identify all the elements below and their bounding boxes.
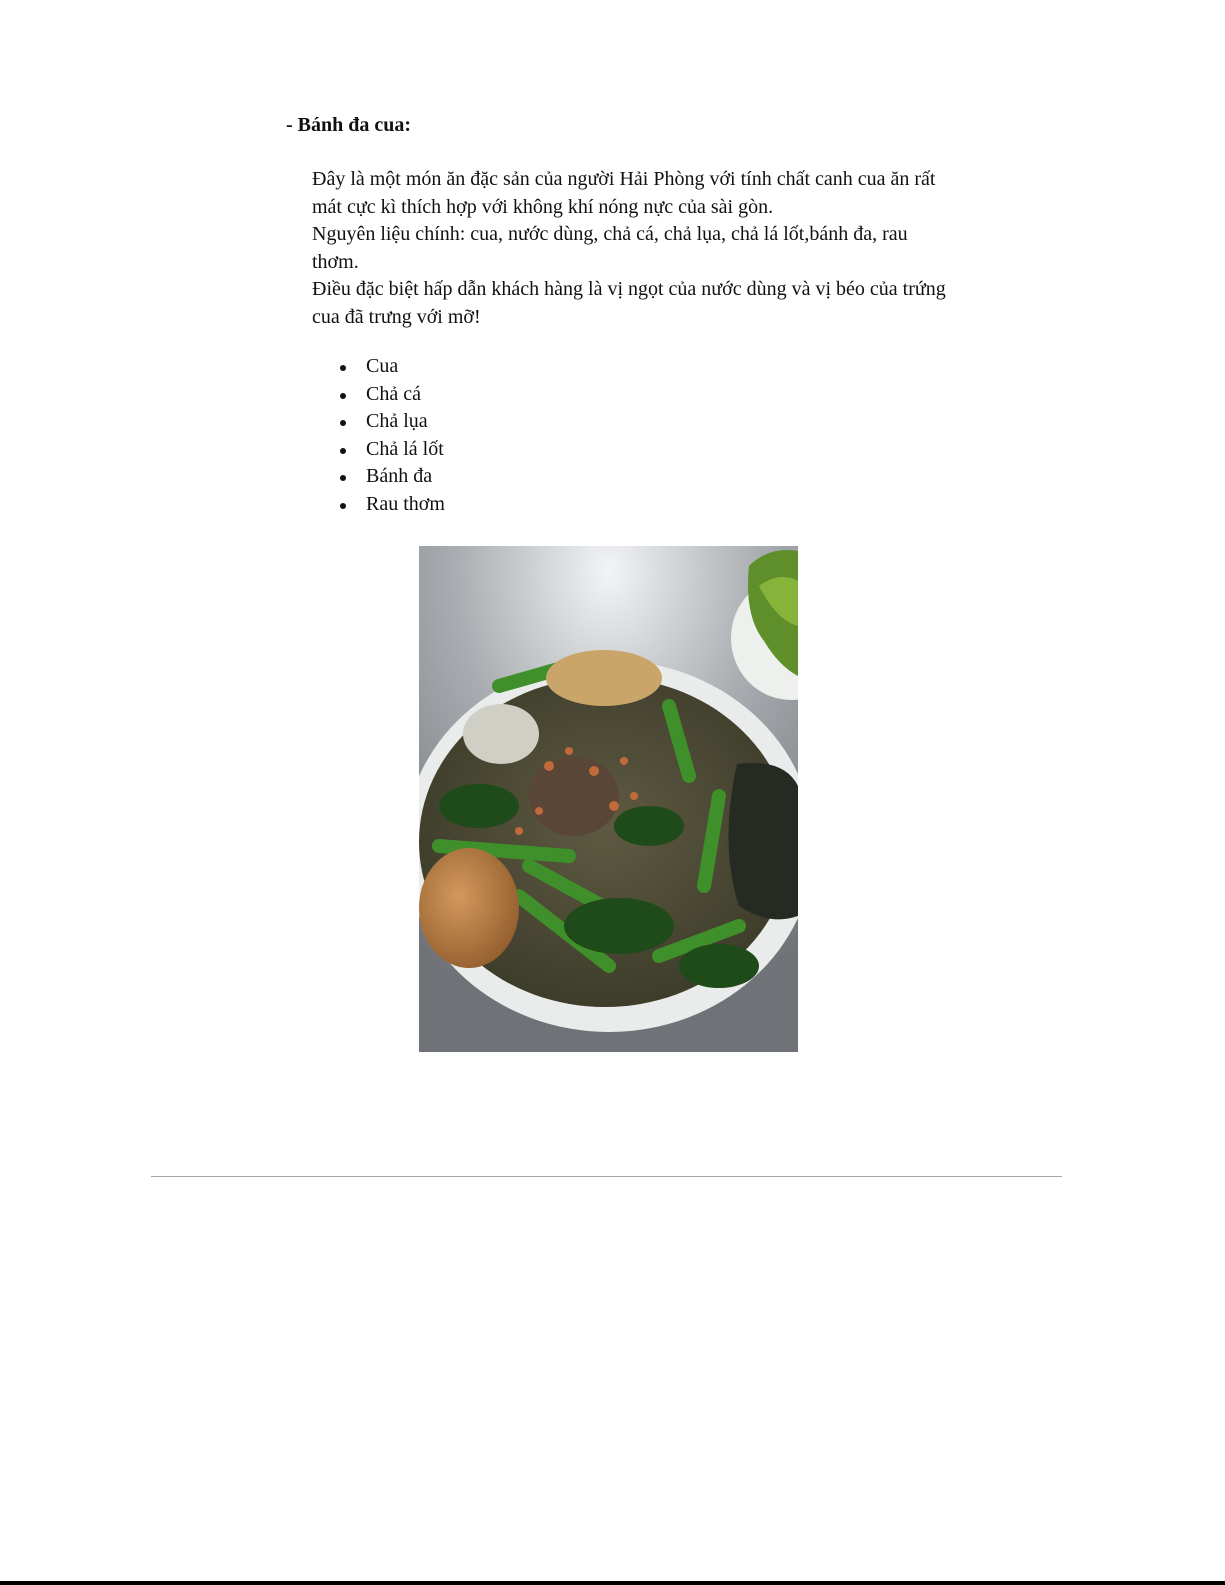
bullet-icon xyxy=(340,503,346,509)
page-divider xyxy=(151,1176,1062,1177)
highlight-paragraph: Điều đặc biệt hấp dẫn khách hàng là vị ngọt của nước dùng và vị béo của trứng cua đã trưng với mỡ! xyxy=(312,278,946,328)
list-item xyxy=(338,353,445,381)
list-item-label: Chả lụa xyxy=(366,410,428,433)
list-item xyxy=(338,381,445,409)
page-bottom-border xyxy=(0,1581,1225,1585)
list-item-label: Chả cá xyxy=(366,382,421,405)
bullet-icon xyxy=(340,448,346,454)
list-item xyxy=(338,491,445,519)
main-ingredients-paragraph: Nguyên liệu chính: cua, nước dùng, chả cá, chả lụa, chả lá lốt,bánh đa, rau thơm. xyxy=(312,223,908,273)
ingredient-list xyxy=(338,353,445,519)
description xyxy=(312,166,952,331)
section-heading: - Bánh đa cua: xyxy=(286,114,412,136)
bullet-icon xyxy=(340,475,346,481)
bullet-icon xyxy=(340,365,346,371)
list-item-label: Cua xyxy=(366,355,399,377)
list-item xyxy=(338,463,445,491)
list-item-label: Chả lá lốt xyxy=(366,437,444,460)
list-item-label: Rau thơm xyxy=(366,492,445,515)
soup-photo xyxy=(419,546,798,1052)
list-item-label: Bánh đa xyxy=(366,465,433,488)
list-item xyxy=(338,436,445,464)
list-item xyxy=(338,408,445,436)
description-paragraph: Đây là một món ăn đặc sản của người Hải Phòng với tính chất canh cua ăn rất mát cực kì thích hợp với không khí nóng nực của sài gòn. xyxy=(312,168,936,218)
bullet-icon xyxy=(340,393,346,399)
bullet-icon xyxy=(340,420,346,426)
